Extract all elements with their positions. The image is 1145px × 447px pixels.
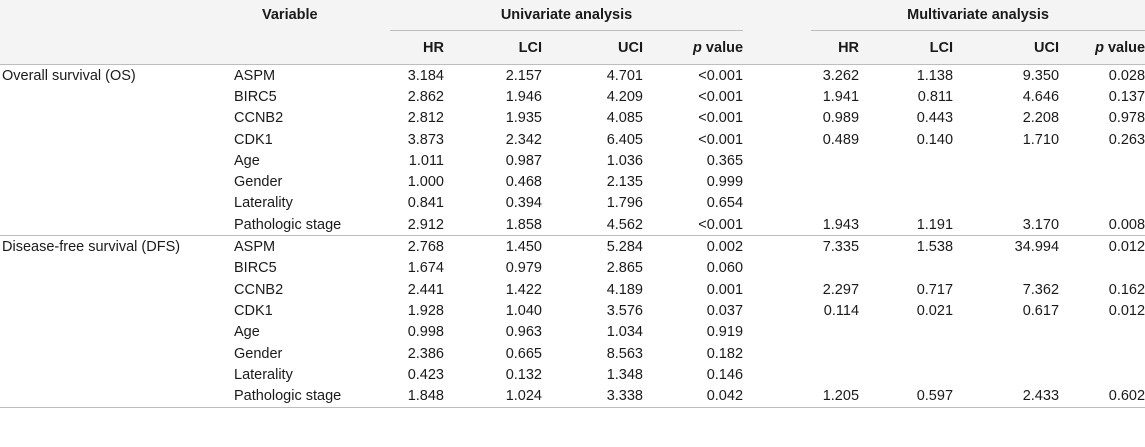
m-p-cell [1059, 193, 1145, 214]
m-lci-cell: 0.811 [917, 88, 954, 105]
u-uci-cell: 3.338 [542, 385, 643, 407]
group-cell [0, 385, 232, 407]
m-hr-cell: 0.989 [822, 110, 860, 127]
u-lci-cell: 2.342 [505, 131, 542, 148]
table-row [0, 279, 1145, 300]
u-p-cell: 0.654 [706, 195, 744, 212]
u-hr-cell: 1.928 [407, 302, 444, 319]
group-cell [0, 108, 232, 129]
m-lci-cell: 0.140 [916, 131, 954, 148]
m-lci-cell: 0.717 [916, 281, 954, 298]
u-hr-cell: 2.912 [390, 214, 444, 236]
u-lci-cell: 0.987 [505, 152, 542, 169]
m-uci-cell [953, 343, 1059, 364]
table-row [0, 108, 1145, 129]
m-p-cell: 0.008 [1059, 214, 1145, 236]
header-row-sub [0, 31, 1145, 65]
m-lci-header: LCI [859, 31, 953, 65]
u-uci-cell: 4.189 [606, 281, 643, 298]
group-cell [0, 343, 232, 364]
u-uci-cell: 2.135 [606, 174, 643, 191]
variable-cell: Pathologic stage [232, 214, 390, 236]
u-uci-cell: 6.405 [606, 131, 643, 148]
m-lci-cell: 1.191 [859, 214, 953, 236]
u-uci-cell: 4.562 [542, 214, 643, 236]
m-uci-cell [953, 193, 1059, 214]
u-lci-cell: 1.422 [505, 281, 542, 298]
variable-cell: CCNB2 [234, 110, 284, 127]
m-lci-cell [859, 258, 953, 279]
group-cell [0, 279, 232, 300]
u-uci-cell: 8.563 [606, 345, 643, 362]
spacer-cell [743, 129, 811, 150]
spacer-cell [743, 108, 811, 129]
u-p-cell: 0.919 [706, 324, 744, 341]
u-hr-cell: 0.998 [407, 324, 444, 341]
u-uci-cell: 1.796 [606, 195, 643, 212]
table-row [0, 385, 1145, 407]
m-uci-cell [953, 258, 1059, 279]
u-lci-cell: 1.946 [505, 88, 542, 105]
u-uci-cell: 2.865 [606, 260, 643, 277]
table-row [0, 193, 1145, 214]
m-hr-cell [811, 322, 859, 343]
variable-cell: Gender [234, 174, 283, 191]
u-lci-cell: 1.858 [444, 214, 542, 236]
u-lci-cell: 0.468 [505, 174, 542, 191]
m-uci-cell: 0.617 [1022, 302, 1060, 319]
u-p-cell: <0.001 [698, 131, 744, 148]
u-lci-cell: 2.157 [505, 67, 542, 84]
m-uci-cell: 2.208 [1022, 110, 1060, 127]
group-cell [0, 364, 232, 385]
table-row [0, 214, 1145, 236]
m-p-cell: 0.137 [1108, 88, 1145, 105]
u-hr-cell: 1.674 [407, 260, 444, 277]
variable-cell: BIRC5 [234, 88, 277, 105]
spacer-cell [743, 279, 811, 300]
m-hr-cell [811, 150, 859, 171]
u-lci-cell: 1.040 [505, 302, 542, 319]
u-lci-cell: 0.979 [505, 260, 542, 277]
group-cell [0, 150, 232, 171]
m-p-cell: 0.602 [1059, 385, 1145, 407]
u-p-cell: <0.001 [643, 214, 743, 236]
table-row [0, 150, 1145, 171]
table-row [0, 300, 1145, 321]
u-hr-cell: 0.841 [407, 195, 444, 212]
m-lci-cell: 1.538 [916, 239, 954, 256]
spacer-cell [743, 385, 811, 407]
m-hr-cell [811, 193, 859, 214]
group-cell [0, 300, 232, 321]
u-lci-cell: 0.963 [505, 324, 542, 341]
spacer-cell [743, 65, 811, 87]
variable-cell: CCNB2 [234, 281, 284, 298]
m-p-cell: 0.978 [1108, 110, 1145, 127]
spacer-cell [743, 322, 811, 343]
group-label: Disease-free survival (DFS) [2, 239, 181, 256]
variable-cell: CDK1 [234, 302, 273, 319]
u-uci-cell: 1.034 [606, 324, 643, 341]
m-uci-cell: 7.362 [1022, 281, 1060, 298]
m-hr-cell: 1.943 [811, 214, 859, 236]
group-cell [0, 193, 232, 214]
table-row [0, 65, 1145, 87]
spacer-cell [743, 258, 811, 279]
spacer-cell [743, 171, 811, 192]
variable-cell: Age [234, 152, 260, 169]
variable-cell: BIRC5 [234, 260, 277, 277]
m-p-header: p value [1059, 31, 1145, 65]
m-uci-header: UCI [953, 31, 1059, 65]
m-hr-cell: 0.489 [822, 131, 860, 148]
u-uci-header: UCI [542, 31, 643, 65]
u-hr-cell: 2.441 [407, 281, 444, 298]
spacer-cell [743, 214, 811, 236]
group-cell [0, 322, 232, 343]
m-hr-cell [811, 343, 859, 364]
spacer-cell [743, 86, 811, 107]
m-uci-cell: 1.710 [1022, 131, 1060, 148]
u-lci-cell: 0.394 [505, 195, 542, 212]
m-hr-cell: 3.262 [822, 67, 860, 84]
m-p-cell [1059, 364, 1145, 385]
m-lci-cell: 0.021 [916, 302, 954, 319]
m-hr-header: HR [811, 31, 859, 65]
u-uci-cell: 1.036 [606, 152, 643, 169]
m-uci-cell [953, 171, 1059, 192]
m-hr-cell: 7.335 [822, 239, 860, 256]
u-lci-cell: 1.935 [505, 110, 542, 127]
u-p-cell: 0.037 [706, 302, 744, 319]
u-uci-cell: 4.701 [606, 67, 643, 84]
univariate-header: Univariate analysis [390, 0, 743, 31]
u-lci-cell: 0.665 [505, 345, 542, 362]
m-lci-cell: 0.597 [859, 385, 953, 407]
u-hr-header: HR [390, 31, 444, 65]
m-lci-cell [859, 364, 953, 385]
header-row-top [0, 0, 1145, 31]
u-p-cell: 0.001 [706, 281, 744, 298]
table-row [0, 236, 1145, 258]
m-uci-cell [953, 364, 1059, 385]
u-uci-cell: 4.085 [606, 110, 643, 127]
variable-cell: ASPM [234, 67, 276, 84]
spacer-cell [743, 364, 811, 385]
variable-cell: CDK1 [234, 131, 273, 148]
u-hr-cell: 2.386 [407, 345, 444, 362]
u-hr-cell: 0.423 [407, 366, 444, 383]
variable-cell: Age [234, 324, 260, 341]
variable-cell: Laterality [234, 195, 293, 212]
u-p-cell: 0.182 [706, 345, 744, 362]
table-row [0, 171, 1145, 192]
u-hr-cell: 1.011 [408, 152, 444, 169]
table-row [0, 129, 1145, 150]
m-hr-cell [811, 364, 859, 385]
group-cell [0, 258, 232, 279]
group-cell [0, 214, 232, 236]
u-hr-cell: 3.184 [407, 67, 444, 84]
u-uci-cell: 1.348 [606, 366, 643, 383]
m-uci-cell: 3.170 [953, 214, 1059, 236]
m-p-cell: 0.263 [1108, 131, 1145, 148]
m-lci-cell [859, 322, 953, 343]
table-row [0, 322, 1145, 343]
spacer-cell [743, 236, 811, 258]
u-p-cell: <0.001 [698, 110, 744, 127]
u-p-header: p value [643, 31, 743, 65]
m-lci-cell [859, 343, 953, 364]
table-body [0, 65, 1145, 408]
m-hr-cell: 1.941 [822, 88, 860, 105]
u-p-cell: 0.002 [706, 239, 744, 256]
multivariate-header: Multivariate analysis [811, 0, 1145, 31]
m-lci-cell [859, 150, 953, 171]
variable-cell: ASPM [234, 239, 276, 256]
m-p-cell: 0.012 [1108, 239, 1145, 256]
m-lci-cell [859, 193, 953, 214]
variable-header: Variable [232, 0, 390, 31]
u-p-cell: 0.146 [706, 366, 744, 383]
u-p-cell: <0.001 [698, 88, 744, 105]
m-p-cell [1059, 322, 1145, 343]
m-uci-cell: 2.433 [953, 385, 1059, 407]
group-cell [0, 86, 232, 107]
u-uci-cell: 5.284 [606, 239, 643, 256]
m-uci-cell [953, 322, 1059, 343]
table-row [0, 364, 1145, 385]
u-hr-cell: 1.848 [390, 385, 444, 407]
group-cell [0, 171, 232, 192]
m-lci-cell: 0.443 [916, 110, 954, 127]
m-p-cell [1059, 150, 1145, 171]
u-uci-cell: 3.576 [606, 302, 643, 319]
u-lci-cell: 1.450 [505, 239, 542, 256]
variable-cell: Pathologic stage [232, 385, 390, 407]
m-p-cell: 0.012 [1108, 302, 1145, 319]
variable-cell: Laterality [234, 366, 293, 383]
group-cell [0, 129, 232, 150]
u-hr-cell: 3.873 [407, 131, 444, 148]
u-p-cell: 0.365 [706, 152, 744, 169]
u-p-cell: 0.999 [706, 174, 744, 191]
m-uci-cell [953, 150, 1059, 171]
spacer-cell [743, 300, 811, 321]
m-lci-cell: 1.138 [916, 67, 954, 84]
variable-cell: Gender [234, 345, 283, 362]
m-hr-cell: 2.297 [822, 281, 860, 298]
m-hr-cell: 1.205 [811, 385, 859, 407]
m-uci-cell: 4.646 [1022, 88, 1060, 105]
u-lci-cell: 1.024 [444, 385, 542, 407]
m-hr-cell [811, 258, 859, 279]
table-row [0, 86, 1145, 107]
m-p-cell [1059, 343, 1145, 364]
spacer-cell [743, 193, 811, 214]
table-row [0, 343, 1145, 364]
m-p-cell: 0.162 [1108, 281, 1145, 298]
m-hr-cell: 0.114 [823, 302, 860, 319]
m-p-cell [1059, 171, 1145, 192]
m-p-cell [1059, 258, 1145, 279]
u-uci-cell: 4.209 [606, 88, 643, 105]
spacer-cell [743, 150, 811, 171]
u-p-cell: 0.042 [643, 385, 743, 407]
u-hr-cell: 2.862 [407, 88, 444, 105]
spacer-cell [743, 343, 811, 364]
u-p-cell: <0.001 [698, 67, 744, 84]
m-p-cell: 0.028 [1108, 67, 1145, 84]
u-hr-cell: 2.812 [407, 110, 444, 127]
u-lci-cell: 0.132 [505, 366, 542, 383]
u-lci-header: LCI [444, 31, 542, 65]
m-lci-cell [859, 171, 953, 192]
m-uci-cell: 9.350 [1022, 67, 1060, 84]
group-label: Overall survival (OS) [2, 67, 136, 84]
m-hr-cell [811, 171, 859, 192]
table-row [0, 258, 1145, 279]
u-p-cell: 0.060 [706, 260, 744, 277]
u-hr-cell: 1.000 [407, 174, 444, 191]
m-uci-cell: 34.994 [1014, 239, 1060, 256]
u-hr-cell: 2.768 [407, 239, 444, 256]
